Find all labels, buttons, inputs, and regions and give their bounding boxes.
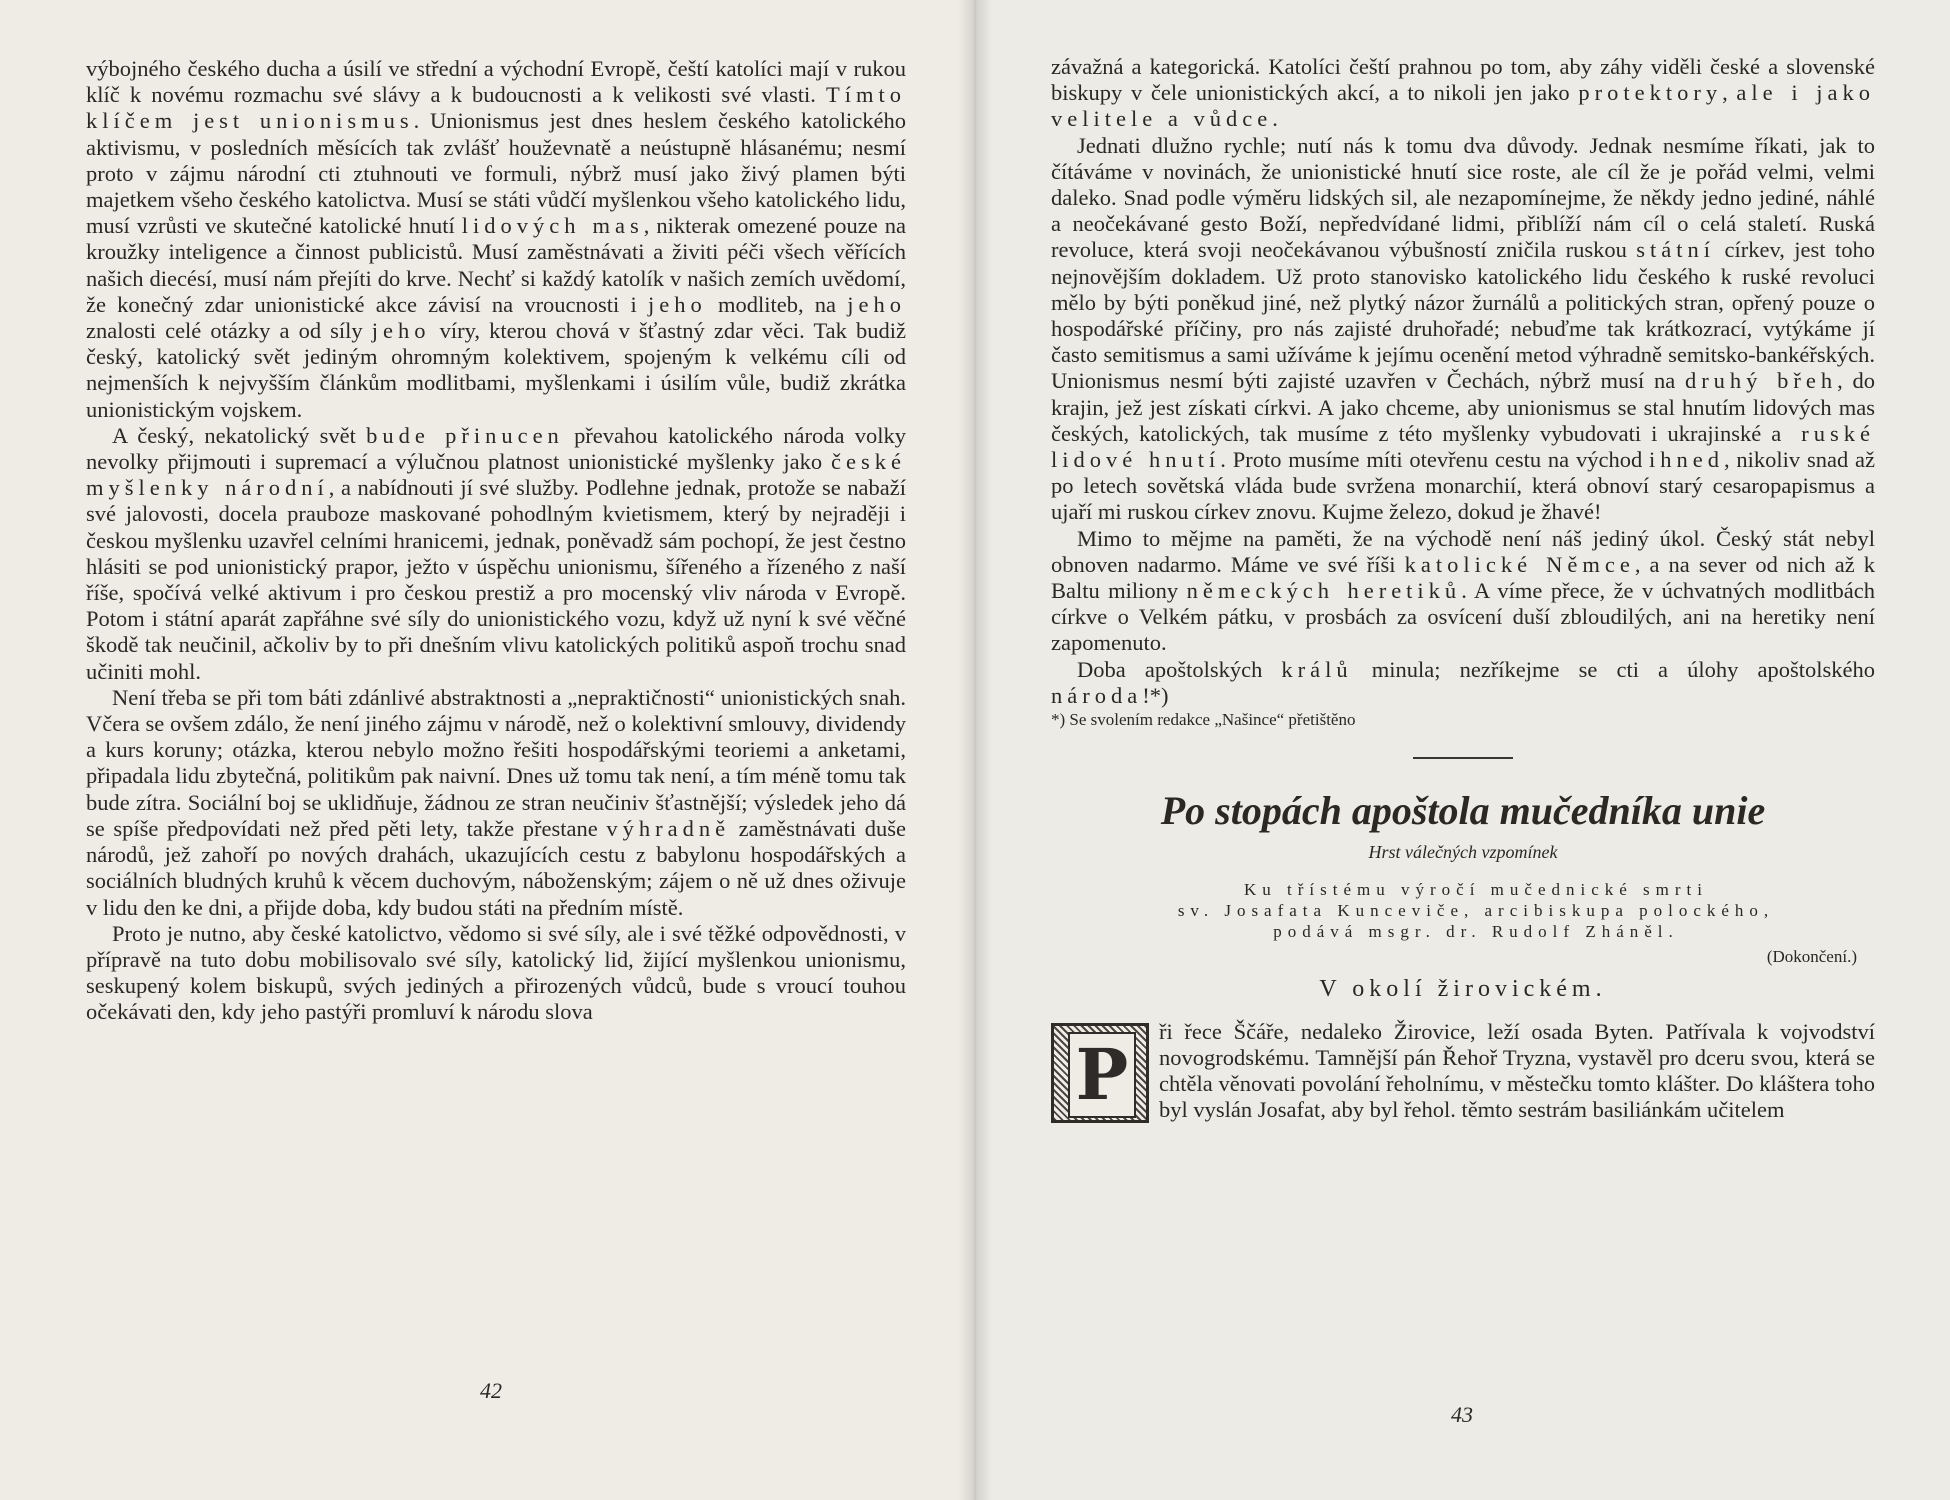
text-run: víry, kterou chová v šťastný zdar věci. Tak budiž český, katolický svět jediným ohromným kolektivem, spojeným k velkému cíli od nejmenších k nejvyšším článkům modlitbami, myšlenkami i úsilím vůle, budiž zkrátka unionistickým vojskem. bbox=[86, 318, 907, 422]
spaced-emphasis: státní bbox=[1636, 237, 1716, 263]
body-paragraph bbox=[1051, 54, 1875, 133]
text-run: , a na sever od nich až k Baltu miliony bbox=[1051, 551, 1875, 604]
text-run: !*) bbox=[1142, 682, 1169, 708]
spaced-emphasis: jeho bbox=[371, 318, 431, 344]
spaced-emphasis: katolické Němce bbox=[1404, 551, 1635, 577]
text-run: Mimo to mějme na paměti, že na východě není náš jediný úkol. Český stát nebyl obnoven nadarmo. Máme ve své říši bbox=[1051, 525, 1875, 577]
spaced-emphasis: bude přinucen bbox=[366, 422, 564, 448]
text-run: modlitеb, na bbox=[706, 291, 848, 317]
spaced-emphasis: výhradně bbox=[606, 815, 731, 841]
body-paragraph bbox=[1051, 133, 1875, 526]
text-run: . Unionismus jest dnes heslem českého katolického aktivismu, v posledních měsících tak zvlášť houževnatě a neústupně hlásanému; nesmí proto v zájmu národní cti ztuhnouti ve formuli, nýbrž musí jako živý plamen býti majetkem všeho českého katolictva. Musí se státi vůdčí myšlenkou všeho katolického lidu, musí vzrůsti ve skutečné katolické hnutí bbox=[86, 108, 906, 239]
body-paragraph bbox=[86, 423, 906, 685]
footnote: *) Se svolením redakce „Našince“ přetištěno bbox=[1051, 710, 1356, 730]
section-divider bbox=[1413, 757, 1513, 759]
dedication-line: Ku třístému výročí mučednické smrti bbox=[1244, 880, 1708, 900]
text-run: Proto je nutno, aby české katolictvo, vědomo si své síly, ale i své těžké odpovědnosti, v přípravě na tuto dobu mobilisovalo své síly, katolický lid, žijící myšlenkou unionismu, seskupený kolem biskupů, svých jediných a přirozených vůdců, bude s vroucí touhou očekávati den, kdy jeho pastýři promluví k národu slova bbox=[86, 920, 906, 1025]
text-run: minula; nezříkejme se cti a úlohy apoštolského bbox=[1352, 656, 1875, 682]
text-run: A český, nekatolický svět bbox=[112, 422, 367, 448]
text-run: , nikoliv snad až po letech sovětská vláda bude svržena monarchií, která obnoví starý cesaropapismus a ujaří mi ruskou církev znovu. Kujme železo, dokud je žhavé! bbox=[1051, 447, 1875, 525]
spaced-emphasis: a ruské lidové hnutí bbox=[1051, 420, 1875, 473]
text-run: , a nabídnouti jí své služby. Podlehne jednak, protože se nabaží své jalovosti, docela prauboze maskované pohodlným kvietismem, který by nejraději i českou myšlenku uzavřel celními hranicemi, jednak, poněvadž sám pochopí, že jest čestno hlásiti se pod unionistický prapor, ježto v úspěchu unionismu, šířeného a řízeného z naší říše, spočívá velké aktivum i pro českou prestiž a pro mocenský vliv národa v Evropě. Potom i státní aparát zapřáhne své síly do unionistického vozu, když už nyní k své věčné škodě tak neučinil, ačkoliv by to při dnešním vlivu katolických politiků aspoň trochu snad učiniti mohl. bbox=[86, 475, 906, 684]
spaced-emphasis: české myšlenky národní bbox=[86, 449, 906, 501]
text-run: Doba apoštolských bbox=[1077, 656, 1282, 682]
text-run: . Proto musíme míti otevřenu cestu na východ bbox=[1220, 447, 1649, 473]
drop-cap-ornament bbox=[1051, 1023, 1149, 1123]
section-heading: V okolí žirovickém. bbox=[1319, 976, 1607, 1003]
text-run: , do krajin, jež jest získati církvi. A jako chceme, aby unionismus se stal hnutím lidových mas českých, katolických, tak musíme z této myšlenky vybudovati i ukrajinské bbox=[1051, 368, 1875, 446]
body-paragraph bbox=[86, 685, 906, 921]
page-number-right: 43 bbox=[1451, 1402, 1473, 1427]
text-run: . bbox=[1272, 106, 1278, 132]
text-run: zaměstnávati duše národů, jež zahoří po nových drahách, ukazujících cestu z babylonu hospodářských a sociálních bludných kruhů k věcem duchovým, náboženským; zájem o ně už dnes oživuje v lidu den ke dni, a přijde doba, kdy budou státi na předním místě. bbox=[86, 815, 906, 920]
drop-cap-letter: P bbox=[1068, 1032, 1136, 1118]
final-paragraph bbox=[1051, 1019, 1875, 1124]
spaced-emphasis: jeho bbox=[847, 291, 906, 317]
text-run: Není třeba se při tom báti zdánlivé abstraktnosti a „nepraktičnosti“ unionistických snah. Včera se ovšem zdálo, že není jiného zájmu v národě, než o kolektivní smlouvy, dividendy a kurs koruny; otázka, kterou nebylo možno řešiti hospodářskými teoriemi a anketami, připadala lidu zbytečná, politikům pak naivní. Dnes už tomu tak není, a tím méně tomu tak bude zítra. Sociální boj se uklidňuje, žádnou ze stran neučiniv šťastnější; výsledek jeho dá se spíše předpovídati než před pěti lety, takže přestane bbox=[86, 684, 906, 841]
book-gutter bbox=[958, 0, 992, 1500]
spaced-emphasis: ale i jako velitele a vůdce bbox=[1051, 80, 1875, 132]
spaced-emphasis: druhý břeh bbox=[1684, 368, 1838, 394]
text-run: Jednati dlužno rychle; nutí nás k tomu dva důvody. Jednak nesmíme říkati, jak to čítáváme v novinách, že unionistické hnutí sice roste, ale cíl že je pořád velmi, velmi daleko. Snad podle výměru lidských sil, ale nezapomínejme, že někdy jedno jediné, náhlé a neočekávané gesto Boží, nepředvídané lidmi, přiblíží nám cíl o celá staletí. Ruská revoluce, která svoji neočekávanou výbušností zničila ruskou bbox=[1051, 132, 1875, 263]
body-paragraph bbox=[86, 56, 906, 423]
text-run: , bbox=[1722, 80, 1737, 106]
left-text-column bbox=[86, 56, 906, 1026]
spaced-emphasis: protektory bbox=[1578, 80, 1723, 106]
page-number-left: 42 bbox=[480, 1378, 502, 1403]
continuation-note: (Dokončení.) bbox=[1766, 947, 1857, 967]
spaced-emphasis: Tímto klíčem jest unionismus bbox=[86, 82, 906, 134]
right-body-text bbox=[1051, 54, 1875, 709]
text-run: závažná a kategorická. Katolíci čeští prahnou po tom, aby záhy viděli české a slovenské biskupy v čele unionistických akcí, a to nikoli jen jako bbox=[1051, 54, 1875, 106]
text-run: církev, jest toho nejnovějším dokladem. Už proto stanovisko katolického lidu českého k ruské revoluci mělo by býti poněkud jiné, než plytký názor žurnálů a politických stran, opřený pouze o hospodářské příčiny, pro nás zajisté druhořadé; nebuďme tak krátkozrací, vytýkáme jí často semitismus a sami užíváme k jejímu ocenění metod výhradně semitsko-bankéřských. Unionismus nesmí býti zajisté uzavřen v Čechách, nýbrž musí na bbox=[1051, 237, 1875, 394]
text-run: výbojného českého ducha a úsilí ve střední a východní Evropě, čeští katolíci mají v rukou klíč k novému rozmachu své slávy a k budoucnosti a k velikosti své vlasti. bbox=[86, 56, 906, 108]
text-run: , nikterak omezené pouze na kroužky inteligence a činnost publicistů. Musí zaměstnávati a živiti péči všech věřících našich diecésí, musí nám přejíti do krve. Nechť si každý katolík v našich zemích uvědomí, že konečný zdar unionistické akce závisí na vroucnosti i bbox=[86, 213, 906, 317]
text-run: převahou katolického národa volky nevolky přijmouti i supremací a výlučnou platnost unionistické myšlenky jako bbox=[86, 422, 906, 475]
final-paragraph-text: ři řece Ščáře, nedaleko Žirovice, leží osada Byten. Patřívala k vojvodství novogrodskému. Tamnější pán Řehoř Tryzna, vystavěl pro dceru svou, která se chtěla věnovati povolání řeholnímu, v městečku tomto klášter. Do kláštera toho byl vyslán Josafat, aby byl řehol. těmto sestrám basiliánkám učitelem bbox=[1159, 1018, 1875, 1123]
spaced-emphasis: ihned bbox=[1649, 447, 1724, 473]
spaced-emphasis: německých heretiků bbox=[1186, 578, 1462, 604]
article-title: Po stopách apoštola mučedníka unie bbox=[1160, 788, 1766, 834]
body-paragraph bbox=[1051, 657, 1875, 709]
dedication-line: sv. Josafata Kunceviče, arcibiskupa polockého, bbox=[1177, 901, 1775, 921]
text-run: . A víme přece, že v úchvatných modlitbách církve o Velkém pátku, v prosbách za osvícení duší zbloudilých, ani na heretiky není zapomenuto. bbox=[1051, 578, 1875, 656]
right-text-column bbox=[1051, 54, 1875, 1124]
right-page bbox=[975, 0, 1950, 1500]
dedication-line: podává msgr. dr. Rudolf Zháněl. bbox=[1273, 922, 1679, 942]
text-run: znalosti celé otázky a od síly bbox=[86, 318, 372, 344]
spaced-emphasis: králů bbox=[1281, 656, 1353, 682]
spaced-emphasis: lidových mas bbox=[461, 213, 644, 239]
article-subtitle: Hrst válečných vzpomínek bbox=[1368, 842, 1558, 863]
spaced-emphasis: národa bbox=[1051, 682, 1143, 708]
body-paragraph bbox=[86, 921, 906, 1026]
body-paragraph bbox=[1051, 526, 1875, 657]
spaced-emphasis: jeho bbox=[648, 291, 707, 317]
